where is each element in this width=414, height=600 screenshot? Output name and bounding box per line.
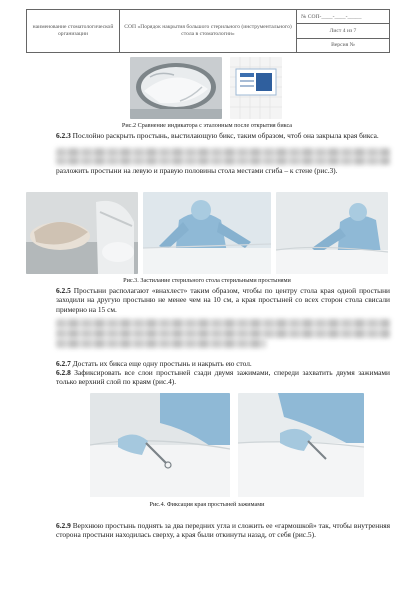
org-label: наименование стоматологической организации <box>32 24 114 37</box>
redacted-text-block <box>56 329 390 338</box>
figure-2-bin-photo <box>130 57 222 119</box>
paragraph-6-2-9-number: 6.2.9 <box>56 521 71 530</box>
paragraph-6-2-5 <box>56 286 390 314</box>
sheet-number: Лист 4 из 7 <box>297 24 389 38</box>
paragraph-6-2-7-text: Достать их бикса еще одну простынь и накрыть ею стол. <box>72 359 252 368</box>
version-label: Версия № <box>331 42 355 49</box>
figure-2-indicator-photo <box>230 57 282 119</box>
paragraph-6-2-9 <box>56 521 390 540</box>
document-header-table <box>26 9 390 53</box>
redacted-text-block <box>56 148 390 157</box>
paragraph-6-2-5-text: Простыни располагают «внахлест» таким образом, чтобы по центру стола края одной простыни заходили на другую простыню не менее чем на 10 см, а края простыней со всех сторон стола свисали примерно на 15 см. <box>56 286 390 314</box>
paragraph-6-2-9-text: Верхнюю простынь поднять за два передних угла и сложить ее «гармошкой» так, чтобы внутренняя сторона простыни находилась сверху, а края были откинуты назад, от себя (рис.5). <box>56 521 391 540</box>
paragraph-6-2-4-tail-text: разложить простыни на левую и правую половины стола местами сгиба – к стене (рис.3). <box>56 166 338 175</box>
sop-title: СОП «Порядок накрытия большого стерильного (инструментального) стола в стоматологии» <box>124 24 292 37</box>
redacted-text-block <box>56 339 266 348</box>
figure-3-caption: Рис.3. Застилание стерильного стола стерильными простынями <box>123 277 291 284</box>
paragraph-6-2-8 <box>56 368 390 387</box>
figure-4-panel-1 <box>90 393 230 497</box>
paragraph-6-2-7-number: 6.2.7 <box>56 359 71 368</box>
paragraph-6-2-3-text: Послойно раскрыть простынь, выстилающую бикс, таким образом, чтоб она закрыла края бикса. <box>72 131 379 140</box>
paragraph-6-2-3-number: 6.2.3 <box>56 131 71 140</box>
redacted-text-block <box>56 319 390 328</box>
figure-3-panel-2 <box>143 192 271 274</box>
figure-4-panel-2 <box>238 393 364 497</box>
paragraph-6-2-3 <box>56 131 390 140</box>
redacted-text-block <box>56 157 390 165</box>
org-cell <box>27 10 120 52</box>
sop-meta-cell <box>297 10 389 52</box>
figure-4-caption: Рис.4. Фиксация края простыней зажимами <box>149 501 265 508</box>
paragraph-6-2-4-tail <box>56 166 390 175</box>
sop-title-cell <box>120 10 297 52</box>
paragraph-6-2-5-number: 6.2.5 <box>56 286 71 295</box>
paragraph-6-2-8-number: 6.2.8 <box>56 368 71 377</box>
paragraph-6-2-7 <box>56 359 390 368</box>
figure-3-panel-1 <box>26 192 138 274</box>
paragraph-6-2-8-text: Зафиксировать все слои простыней сзади двумя зажимами, спереди захватить двумя зажимами только верхний слой по краям (рис.4). <box>56 368 390 387</box>
figure-3-panel-3 <box>276 192 388 274</box>
figure-2-caption: Рис.2 Сравнение индикатора с эталонным после открытия бикса <box>121 122 293 129</box>
sop-number: № СОП-____-____-_____ <box>297 10 389 24</box>
